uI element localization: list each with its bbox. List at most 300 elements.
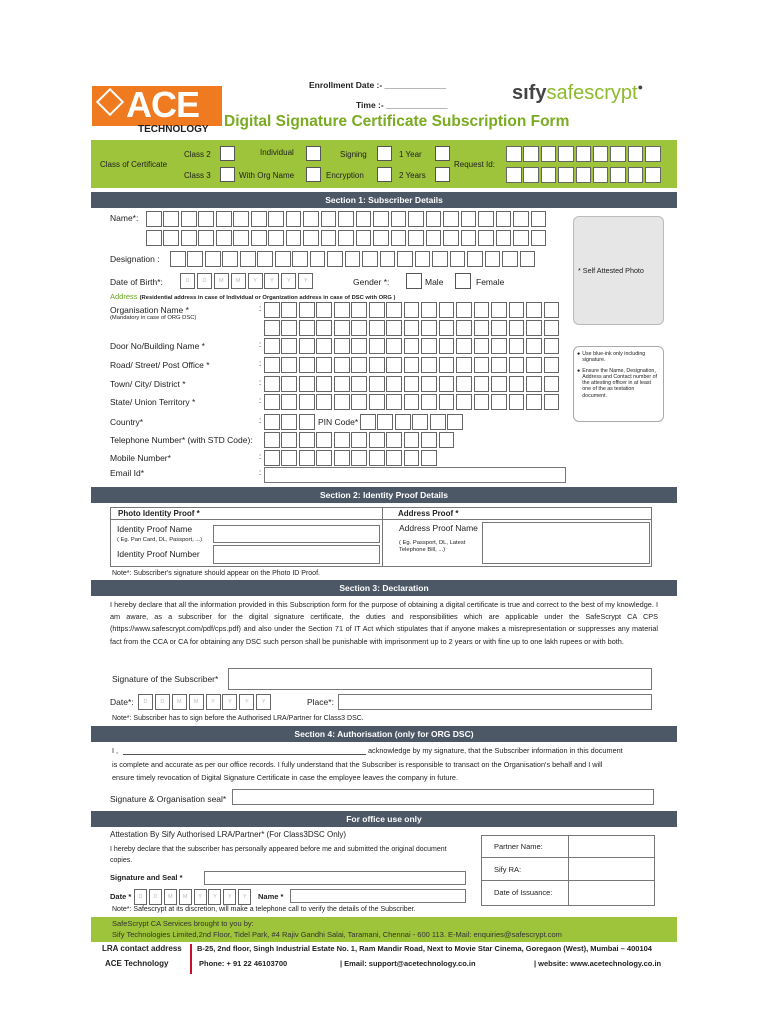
char-box[interactable] bbox=[334, 320, 350, 336]
char-box[interactable] bbox=[360, 414, 376, 430]
char-box[interactable] bbox=[316, 432, 332, 448]
pin-label: PIN Code* bbox=[318, 417, 359, 427]
char-box[interactable] bbox=[509, 376, 525, 392]
char-box[interactable] bbox=[316, 376, 332, 392]
id-proof-number-field[interactable] bbox=[213, 545, 380, 564]
state-field[interactable] bbox=[264, 394, 561, 410]
char-box[interactable] bbox=[404, 357, 420, 373]
char-box[interactable] bbox=[351, 357, 367, 373]
char-box[interactable] bbox=[386, 376, 402, 392]
char-box[interactable] bbox=[513, 230, 529, 246]
char-box[interactable] bbox=[316, 394, 332, 410]
dob-field[interactable] bbox=[180, 273, 315, 289]
char-box[interactable] bbox=[474, 376, 490, 392]
footer-services: SafeScrypt CA Services brought to you by: bbox=[112, 919, 254, 928]
authorisation-line1: acknowledge by my signature, that the Subscriber information in this document bbox=[368, 746, 623, 755]
char-box[interactable] bbox=[443, 211, 459, 227]
char-box[interactable] bbox=[369, 357, 385, 373]
sign-seal-label: Signature and Seal * bbox=[110, 873, 183, 882]
char-box[interactable] bbox=[491, 376, 507, 392]
char-box[interactable] bbox=[198, 211, 214, 227]
char-box[interactable] bbox=[281, 338, 297, 354]
time-field: Time :- _____________ bbox=[356, 100, 448, 110]
section1-title: Section 1: Subscriber Details bbox=[91, 192, 677, 208]
char-box[interactable] bbox=[506, 146, 522, 162]
char-box[interactable] bbox=[412, 414, 428, 430]
request-id-row2[interactable] bbox=[506, 167, 663, 183]
footer-email: | Email: support@acetechnology.co.in bbox=[340, 959, 476, 968]
town-field[interactable] bbox=[264, 376, 561, 392]
char-box[interactable]: Y bbox=[238, 889, 251, 905]
char-box[interactable] bbox=[369, 394, 385, 410]
char-box[interactable] bbox=[264, 357, 280, 373]
char-box[interactable]: D bbox=[197, 273, 212, 289]
char-box[interactable] bbox=[404, 320, 420, 336]
char-box[interactable] bbox=[334, 302, 350, 318]
char-box[interactable] bbox=[509, 302, 525, 318]
char-box[interactable]: D bbox=[138, 694, 153, 710]
char-box[interactable] bbox=[222, 251, 238, 267]
char-box[interactable]: Y bbox=[208, 889, 221, 905]
char-box[interactable] bbox=[474, 338, 490, 354]
char-box[interactable] bbox=[456, 320, 472, 336]
char-box[interactable] bbox=[233, 230, 249, 246]
char-box[interactable] bbox=[558, 146, 574, 162]
char-box[interactable] bbox=[163, 211, 179, 227]
year2-checkbox[interactable] bbox=[435, 167, 450, 182]
char-box[interactable]: Y bbox=[298, 273, 313, 289]
char-box[interactable] bbox=[334, 357, 350, 373]
char-box[interactable] bbox=[334, 450, 350, 466]
name-row1[interactable] bbox=[146, 211, 548, 227]
char-box[interactable] bbox=[386, 357, 402, 373]
char-box[interactable] bbox=[281, 357, 297, 373]
char-box[interactable] bbox=[439, 432, 455, 448]
char-box[interactable] bbox=[146, 230, 162, 246]
door-field[interactable] bbox=[264, 338, 561, 354]
char-box[interactable] bbox=[439, 302, 455, 318]
char-box[interactable] bbox=[456, 302, 472, 318]
char-box[interactable] bbox=[558, 167, 574, 183]
individual-checkbox[interactable] bbox=[306, 146, 321, 161]
char-box[interactable] bbox=[576, 146, 592, 162]
char-box[interactable] bbox=[334, 394, 350, 410]
char-box[interactable] bbox=[439, 394, 455, 410]
char-box[interactable]: Y bbox=[194, 889, 207, 905]
char-box[interactable]: D bbox=[155, 694, 170, 710]
char-box[interactable] bbox=[281, 414, 297, 430]
female-checkbox[interactable] bbox=[455, 273, 471, 289]
char-box[interactable] bbox=[531, 211, 547, 227]
char-box[interactable] bbox=[351, 302, 367, 318]
signature-field[interactable] bbox=[228, 668, 652, 690]
char-box[interactable] bbox=[491, 338, 507, 354]
char-box[interactable] bbox=[316, 357, 332, 373]
office-name-field[interactable] bbox=[290, 889, 466, 903]
char-box[interactable] bbox=[299, 338, 315, 354]
char-box[interactable] bbox=[576, 167, 592, 183]
char-box[interactable] bbox=[467, 251, 483, 267]
signing-checkbox[interactable] bbox=[377, 146, 392, 161]
char-box[interactable] bbox=[645, 146, 661, 162]
char-box[interactable] bbox=[369, 376, 385, 392]
char-box[interactable] bbox=[447, 414, 463, 430]
char-box[interactable] bbox=[386, 432, 402, 448]
char-box[interactable] bbox=[299, 376, 315, 392]
char-box[interactable]: Y bbox=[206, 694, 221, 710]
mobile-field[interactable] bbox=[264, 450, 439, 466]
char-box[interactable] bbox=[397, 251, 413, 267]
char-box[interactable] bbox=[264, 432, 280, 448]
char-box[interactable] bbox=[386, 450, 402, 466]
char-box[interactable] bbox=[593, 167, 609, 183]
char-box[interactable] bbox=[526, 357, 542, 373]
char-box[interactable] bbox=[509, 357, 525, 373]
male-checkbox[interactable] bbox=[406, 273, 422, 289]
encryption-checkbox[interactable] bbox=[377, 167, 392, 182]
char-box[interactable] bbox=[645, 167, 661, 183]
note-item: ● Use blue-ink only including signature. bbox=[577, 351, 660, 364]
char-box[interactable] bbox=[187, 251, 203, 267]
char-box[interactable] bbox=[362, 251, 378, 267]
office-use-title: For office use only bbox=[91, 811, 677, 827]
char-box[interactable]: Y bbox=[223, 889, 236, 905]
org-seal-label: Signature & Organisation seal* bbox=[110, 794, 227, 804]
char-box[interactable] bbox=[408, 211, 424, 227]
char-box[interactable]: M bbox=[172, 694, 187, 710]
char-box[interactable] bbox=[386, 394, 402, 410]
char-box[interactable] bbox=[432, 251, 448, 267]
char-box[interactable] bbox=[351, 432, 367, 448]
char-box[interactable] bbox=[163, 230, 179, 246]
char-box[interactable] bbox=[299, 450, 315, 466]
char-box[interactable] bbox=[421, 432, 437, 448]
char-box[interactable] bbox=[439, 376, 455, 392]
char-box[interactable] bbox=[395, 414, 411, 430]
address-proof-eg: ( Eg. Passport, DL, Latest Telephone Bill, ...) bbox=[399, 540, 466, 553]
char-box[interactable] bbox=[345, 251, 361, 267]
char-box[interactable]: Y bbox=[222, 694, 237, 710]
designation-field[interactable] bbox=[170, 251, 537, 267]
char-box[interactable] bbox=[386, 338, 402, 354]
char-box[interactable] bbox=[478, 211, 494, 227]
char-box[interactable] bbox=[461, 211, 477, 227]
char-box[interactable] bbox=[491, 320, 507, 336]
name-row2[interactable] bbox=[146, 230, 548, 246]
char-box[interactable]: M bbox=[214, 273, 229, 289]
char-box[interactable] bbox=[526, 338, 542, 354]
char-box[interactable] bbox=[321, 211, 337, 227]
char-box[interactable] bbox=[391, 230, 407, 246]
char-box[interactable] bbox=[421, 320, 437, 336]
char-box[interactable] bbox=[439, 338, 455, 354]
char-box[interactable] bbox=[299, 394, 315, 410]
char-box[interactable] bbox=[456, 394, 472, 410]
org-seal-field[interactable] bbox=[232, 789, 654, 805]
char-box[interactable] bbox=[430, 414, 446, 430]
char-box[interactable] bbox=[316, 302, 332, 318]
char-box[interactable] bbox=[369, 450, 385, 466]
char-box[interactable] bbox=[369, 432, 385, 448]
char-box[interactable] bbox=[391, 211, 407, 227]
char-box[interactable] bbox=[506, 167, 522, 183]
char-box[interactable] bbox=[509, 320, 525, 336]
char-box[interactable] bbox=[443, 230, 459, 246]
char-box[interactable] bbox=[496, 211, 512, 227]
char-box[interactable] bbox=[299, 432, 315, 448]
char-box[interactable] bbox=[513, 211, 529, 227]
char-box[interactable] bbox=[456, 357, 472, 373]
char-box[interactable] bbox=[386, 302, 402, 318]
char-box[interactable] bbox=[421, 357, 437, 373]
char-box[interactable] bbox=[268, 211, 284, 227]
char-box[interactable] bbox=[251, 211, 267, 227]
char-box[interactable] bbox=[544, 302, 560, 318]
year1-checkbox[interactable] bbox=[435, 146, 450, 161]
char-box[interactable] bbox=[299, 414, 315, 430]
char-box[interactable] bbox=[351, 320, 367, 336]
char-box[interactable] bbox=[146, 211, 162, 227]
id-proof-name-field[interactable] bbox=[213, 525, 380, 543]
char-box[interactable]: Y bbox=[239, 694, 254, 710]
char-box[interactable] bbox=[216, 211, 232, 227]
char-box[interactable] bbox=[439, 357, 455, 373]
char-box[interactable]: M bbox=[189, 694, 204, 710]
char-box[interactable] bbox=[257, 251, 273, 267]
char-box[interactable] bbox=[205, 251, 221, 267]
char-box[interactable] bbox=[310, 251, 326, 267]
char-box[interactable] bbox=[404, 450, 420, 466]
char-box[interactable]: D bbox=[149, 889, 162, 905]
char-box[interactable] bbox=[264, 338, 280, 354]
char-box[interactable]: D bbox=[180, 273, 195, 289]
char-box[interactable] bbox=[404, 394, 420, 410]
char-box[interactable] bbox=[461, 230, 477, 246]
char-box[interactable] bbox=[264, 450, 280, 466]
char-box[interactable] bbox=[421, 302, 437, 318]
char-box[interactable] bbox=[181, 230, 197, 246]
char-box[interactable] bbox=[264, 394, 280, 410]
char-box[interactable] bbox=[610, 146, 626, 162]
char-box[interactable] bbox=[334, 432, 350, 448]
char-box[interactable] bbox=[286, 211, 302, 227]
char-box[interactable] bbox=[316, 450, 332, 466]
char-box[interactable] bbox=[281, 450, 297, 466]
char-box[interactable]: M bbox=[164, 889, 177, 905]
char-box[interactable] bbox=[327, 251, 343, 267]
char-box[interactable] bbox=[233, 211, 249, 227]
address-proof-name-label: Address Proof Name bbox=[399, 523, 478, 533]
char-box[interactable] bbox=[316, 338, 332, 354]
char-box[interactable] bbox=[415, 251, 431, 267]
char-box[interactable] bbox=[181, 211, 197, 227]
road-field[interactable] bbox=[264, 357, 561, 373]
attestation-declare: I hereby declare that the subscriber has personally appeared before me and submitted the original document copies. bbox=[110, 846, 447, 864]
char-box[interactable] bbox=[526, 376, 542, 392]
date-field[interactable] bbox=[138, 694, 273, 710]
char-box[interactable] bbox=[373, 211, 389, 227]
char-box[interactable] bbox=[439, 320, 455, 336]
char-box[interactable] bbox=[502, 251, 518, 267]
place-field[interactable] bbox=[338, 694, 652, 710]
char-box[interactable] bbox=[303, 230, 319, 246]
email-field[interactable] bbox=[264, 467, 566, 483]
char-box[interactable] bbox=[170, 251, 186, 267]
char-box[interactable] bbox=[421, 450, 437, 466]
char-box[interactable] bbox=[421, 394, 437, 410]
char-box[interactable] bbox=[628, 167, 644, 183]
char-box[interactable] bbox=[281, 320, 297, 336]
char-box[interactable] bbox=[351, 376, 367, 392]
char-box[interactable] bbox=[544, 376, 560, 392]
char-box[interactable] bbox=[474, 357, 490, 373]
char-box[interactable] bbox=[541, 146, 557, 162]
char-box[interactable] bbox=[450, 251, 466, 267]
char-box[interactable] bbox=[474, 302, 490, 318]
char-box[interactable] bbox=[338, 230, 354, 246]
char-box[interactable] bbox=[404, 376, 420, 392]
org-name-row1[interactable] bbox=[264, 302, 561, 318]
sign-seal-field[interactable] bbox=[204, 871, 466, 885]
char-box[interactable] bbox=[485, 251, 501, 267]
char-box[interactable] bbox=[404, 302, 420, 318]
char-box[interactable] bbox=[264, 320, 280, 336]
char-box[interactable] bbox=[351, 450, 367, 466]
char-box[interactable] bbox=[421, 376, 437, 392]
char-box[interactable] bbox=[299, 320, 315, 336]
char-box[interactable] bbox=[264, 302, 280, 318]
char-box[interactable] bbox=[316, 320, 332, 336]
char-box[interactable] bbox=[240, 251, 256, 267]
char-box[interactable] bbox=[321, 230, 337, 246]
char-box[interactable] bbox=[268, 230, 284, 246]
char-box[interactable] bbox=[281, 432, 297, 448]
char-box[interactable] bbox=[544, 320, 560, 336]
char-box[interactable] bbox=[334, 376, 350, 392]
char-box[interactable] bbox=[593, 146, 609, 162]
address-proof-field[interactable] bbox=[482, 522, 650, 564]
char-box[interactable] bbox=[408, 230, 424, 246]
form-title: Digital Signature Certificate Subscription Form bbox=[224, 113, 570, 130]
char-box[interactable] bbox=[292, 251, 308, 267]
pin-field[interactable] bbox=[360, 414, 465, 430]
char-box[interactable] bbox=[544, 394, 560, 410]
char-box[interactable] bbox=[509, 394, 525, 410]
char-box[interactable] bbox=[491, 302, 507, 318]
char-box[interactable] bbox=[281, 376, 297, 392]
char-box[interactable] bbox=[526, 302, 542, 318]
char-box[interactable] bbox=[523, 146, 539, 162]
char-box[interactable] bbox=[299, 302, 315, 318]
char-box[interactable] bbox=[526, 394, 542, 410]
char-box[interactable]: Y bbox=[281, 273, 296, 289]
request-id-row1[interactable] bbox=[506, 146, 663, 162]
char-box[interactable] bbox=[377, 414, 393, 430]
declaration-text: I hereby declare that all the information provided in this Subscription form for the purpose of obtaining a digital certificate is true and correct to the best of my knowledge. I am aware, as a subscriber for the digital signature certificate, the duties and responsibilities which are applicable under the SafeScrypt CA CPS (https://www.safescrypt.com/pdf/cps.pdf) and also under the Section 71 of IT Act which stipulates that if anyone makes a misrepresentation or suppresses any material fact from the CCA or CA for obtaining any DSC such person shall be punishable with imprisonment up to 2 years or with fine up to one lakh rupees or with both. bbox=[110, 600, 658, 646]
char-box[interactable] bbox=[509, 338, 525, 354]
char-box[interactable]: Y bbox=[264, 273, 279, 289]
char-box[interactable] bbox=[404, 338, 420, 354]
char-box[interactable] bbox=[544, 357, 560, 373]
email-label: Email Id* bbox=[110, 468, 145, 478]
char-box[interactable] bbox=[356, 211, 372, 227]
char-box[interactable] bbox=[544, 338, 560, 354]
char-box[interactable] bbox=[334, 338, 350, 354]
char-box[interactable] bbox=[421, 338, 437, 354]
char-box[interactable] bbox=[526, 320, 542, 336]
authoriser-name-field[interactable] bbox=[123, 754, 366, 755]
char-box[interactable] bbox=[478, 230, 494, 246]
char-box[interactable] bbox=[496, 230, 512, 246]
class-label: Class of Certificate bbox=[100, 160, 168, 169]
char-box[interactable] bbox=[369, 338, 385, 354]
char-box[interactable] bbox=[286, 230, 302, 246]
char-box[interactable] bbox=[404, 432, 420, 448]
char-box[interactable] bbox=[610, 167, 626, 183]
char-box[interactable] bbox=[531, 230, 547, 246]
char-box[interactable]: Y bbox=[256, 694, 271, 710]
char-box[interactable]: M bbox=[179, 889, 192, 905]
char-box[interactable] bbox=[523, 167, 539, 183]
char-box[interactable] bbox=[369, 302, 385, 318]
char-box[interactable] bbox=[338, 211, 354, 227]
char-box[interactable] bbox=[351, 394, 367, 410]
char-box[interactable]: M bbox=[231, 273, 246, 289]
office-date-field[interactable] bbox=[134, 889, 253, 905]
char-box[interactable] bbox=[299, 357, 315, 373]
char-box[interactable] bbox=[380, 251, 396, 267]
char-box[interactable] bbox=[264, 376, 280, 392]
char-box[interactable] bbox=[474, 320, 490, 336]
char-box[interactable] bbox=[491, 357, 507, 373]
org-name-row2[interactable] bbox=[264, 320, 561, 336]
char-box[interactable] bbox=[303, 211, 319, 227]
char-box[interactable] bbox=[216, 230, 232, 246]
with-org-checkbox[interactable] bbox=[306, 167, 321, 182]
char-box[interactable] bbox=[251, 230, 267, 246]
char-box[interactable] bbox=[281, 302, 297, 318]
char-box[interactable]: Y bbox=[248, 273, 263, 289]
char-box[interactable] bbox=[275, 251, 291, 267]
char-box[interactable] bbox=[520, 251, 536, 267]
char-box[interactable] bbox=[628, 146, 644, 162]
char-box[interactable] bbox=[426, 230, 442, 246]
lra-contact-label: LRA contact address bbox=[102, 944, 182, 953]
char-box[interactable] bbox=[198, 230, 214, 246]
char-box[interactable] bbox=[491, 394, 507, 410]
char-box[interactable] bbox=[351, 338, 367, 354]
class3-checkbox[interactable] bbox=[220, 167, 235, 182]
char-box[interactable]: D bbox=[134, 889, 147, 905]
char-box[interactable] bbox=[474, 394, 490, 410]
char-box[interactable] bbox=[281, 394, 297, 410]
photo-label: * Self Attested Photo bbox=[578, 266, 644, 275]
telephone-field[interactable] bbox=[264, 432, 456, 448]
char-box[interactable] bbox=[386, 320, 402, 336]
class2-checkbox[interactable] bbox=[220, 146, 235, 161]
char-box[interactable] bbox=[456, 376, 472, 392]
char-box[interactable] bbox=[426, 211, 442, 227]
char-box[interactable] bbox=[369, 320, 385, 336]
char-box[interactable] bbox=[373, 230, 389, 246]
char-box[interactable] bbox=[264, 414, 280, 430]
country-field[interactable] bbox=[264, 414, 316, 430]
char-box[interactable] bbox=[456, 338, 472, 354]
address-note: (Residential address in case of Individual or Organization address in case of DSC with ORG ) bbox=[139, 295, 396, 301]
dob-label: Date of Birth*: bbox=[110, 277, 163, 287]
char-box[interactable] bbox=[356, 230, 372, 246]
char-box[interactable] bbox=[541, 167, 557, 183]
